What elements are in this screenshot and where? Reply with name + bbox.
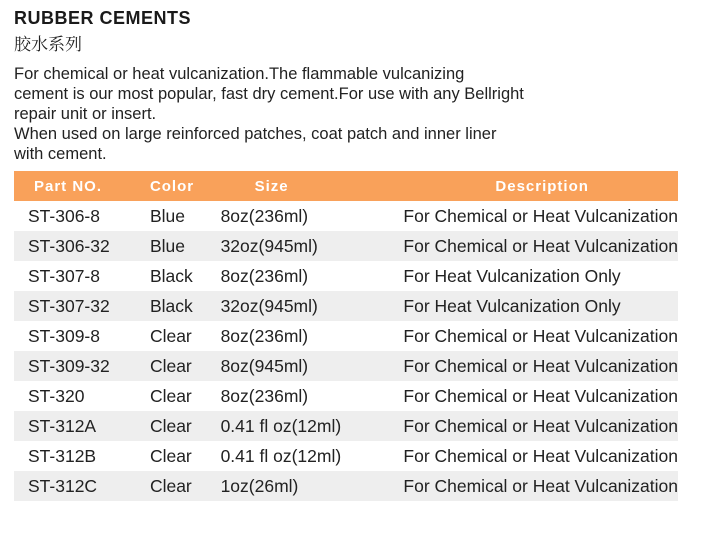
part-number-cell: ST-306-8 [14, 201, 150, 231]
size-cell: 1oz(26ml) [221, 471, 404, 501]
intro-text [14, 64, 678, 164]
color-cell: Clear [150, 471, 221, 501]
color-cell: Clear [150, 411, 221, 441]
description-cell: For Chemical or Heat Vulcanization [403, 411, 678, 441]
part-number-cell: ST-307-8 [14, 261, 150, 291]
description-cell: For Chemical or Heat Vulcanization [403, 471, 678, 501]
description-cell: For Chemical or Heat Vulcanization [403, 231, 678, 261]
color-cell: Blue [150, 201, 221, 231]
part-number-cell: ST-320 [14, 381, 150, 411]
table-row [14, 321, 678, 351]
table-row [14, 441, 678, 471]
table-body [14, 201, 678, 501]
column-header-description: Description [403, 171, 678, 201]
part-number-cell: ST-309-32 [14, 351, 150, 381]
size-cell: 8oz(236ml) [221, 261, 404, 291]
size-cell: 8oz(236ml) [221, 381, 404, 411]
intro-line: When used on large reinforced patches, coat patch and inner liner [14, 125, 497, 143]
size-cell: 0.41 fl oz(12ml) [221, 441, 404, 471]
description-cell: For Heat Vulcanization Only [403, 261, 678, 291]
color-cell: Clear [150, 441, 221, 471]
column-header-size: Size [221, 171, 404, 201]
intro-line: repair unit or insert. [14, 105, 157, 123]
table-row [14, 381, 678, 411]
table-row [14, 351, 678, 381]
part-number-cell: ST-306-32 [14, 231, 150, 261]
table-row [14, 231, 678, 261]
size-cell: 32oz(945ml) [221, 231, 404, 261]
description-cell: For Chemical or Heat Vulcanization [403, 351, 678, 381]
intro-line: For chemical or heat vulcanization.The flammable vulcanizing [14, 65, 465, 83]
size-cell: 8oz(236ml) [221, 201, 404, 231]
color-cell: Clear [150, 351, 221, 381]
description-cell: For Chemical or Heat Vulcanization [403, 321, 678, 351]
table-row [14, 411, 678, 441]
part-number-cell: ST-312B [14, 441, 150, 471]
page-title: RUBBER CEMENTS [14, 8, 192, 28]
part-number-cell: ST-312C [14, 471, 150, 501]
color-cell: Black [150, 261, 221, 291]
intro-line: cement is our most popular, fast dry cement.For use with any Bellright [14, 85, 524, 103]
part-number-cell: ST-309-8 [14, 321, 150, 351]
color-cell: Black [150, 291, 221, 321]
color-cell: Clear [150, 321, 221, 351]
table-row [14, 201, 678, 231]
description-cell: For Heat Vulcanization Only [403, 291, 678, 321]
description-cell: For Chemical or Heat Vulcanization [403, 381, 678, 411]
table-row [14, 471, 678, 501]
size-cell: 8oz(945ml) [221, 351, 404, 381]
size-cell: 32oz(945ml) [221, 291, 404, 321]
part-number-cell: ST-307-32 [14, 291, 150, 321]
description-cell: For Chemical or Heat Vulcanization [403, 201, 678, 231]
size-cell: 0.41 fl oz(12ml) [221, 411, 404, 441]
description-cell: For Chemical or Heat Vulcanization [403, 441, 678, 471]
page-subtitle: 胶水系列 [14, 35, 82, 55]
color-cell: Blue [150, 231, 221, 261]
column-header-part-no: Part NO. [14, 171, 150, 201]
table-row [14, 291, 678, 321]
table-header-row [14, 171, 678, 201]
table-row [14, 261, 678, 291]
column-header-color: Color [150, 171, 221, 201]
size-cell: 8oz(236ml) [221, 321, 404, 351]
color-cell: Clear [150, 381, 221, 411]
product-sheet [14, 6, 678, 501]
part-number-cell: ST-312A [14, 411, 150, 441]
product-table [14, 171, 678, 501]
intro-line: with cement. [14, 145, 107, 163]
